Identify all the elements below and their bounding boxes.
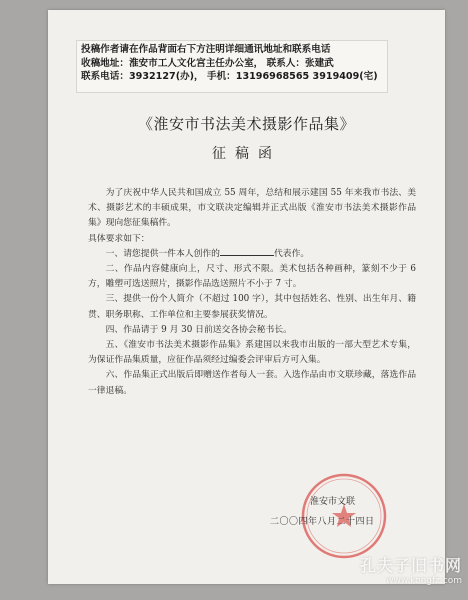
requirement-5: 五、《淮安市书法美术摄影作品集》系建国以来我市出版的一部大型艺术专集，为保证作品集质量，应征作品须经过编委会评审后方可入集。 [88, 340, 416, 366]
signature-date: 二〇〇四年八月二十四日 [270, 517, 375, 527]
site-watermark [360, 553, 462, 586]
requirement-6: 六、作品集正式出版后即赠送作者每人一套。入选作品由市文联珍藏，落选作品一律退稿。 [88, 370, 416, 396]
watermark-url: www.kongfz.com [386, 576, 462, 586]
signature-organization: 淮安市文联 [310, 497, 356, 507]
requirement-2: 二、作品内容健康向上，尺寸、形式不限。美术包括各种画种，篆刻不少于 6 方，雕塑可选送照片，摄影作品选送照片不小于 7 寸。 [88, 264, 416, 290]
notice-line-2: 收稿地址：淮安市工人文化宫主任办公室， 联系人：张建武 [81, 57, 334, 69]
requirement-1-text: 一、请您提供一件本人创作的 [105, 248, 220, 259]
notice-line-1: 投稿作者请在作品背面右下方注明详细通讯地址和联系电话 [81, 44, 331, 55]
requirement-1-suffix: 代表作。 [273, 248, 310, 259]
intro-paragraph: 为了庆祝中华人民共和国成立 55 周年，总结和展示建国 55 年来我市书法、美术、摄影艺术的丰硕成果，市文联决定编辑并正式出版《淮安市书法美术摄影作品集》现向您征集稿件。 [88, 188, 416, 229]
submission-notice-label [76, 40, 388, 93]
requirement-1 [88, 247, 416, 262]
notice-line-3: 联系电话：3932127(办)， 手机：13196968565 3919409(宅) [81, 71, 378, 82]
document-body [88, 186, 416, 399]
document-subtitle: 征稿函 [212, 146, 281, 162]
document-paper [48, 10, 445, 584]
requirement-3: 三、提供一份个人简介（不超过 100 字），其中包括姓名、性别、出生年月、籍贯、职务职称、工作单位和主要参展获奖情况。 [88, 294, 416, 320]
requirement-4: 四、作品请于 9 月 30 日前送交各协会秘书长。 [105, 324, 292, 335]
requirements-heading: 具体要求如下： [88, 233, 150, 244]
document-title: 《淮安市书法美术摄影作品集》 [137, 115, 355, 133]
fill-in-blank [220, 247, 274, 256]
watermark-brand: 孔夫子旧书网 [359, 556, 462, 575]
